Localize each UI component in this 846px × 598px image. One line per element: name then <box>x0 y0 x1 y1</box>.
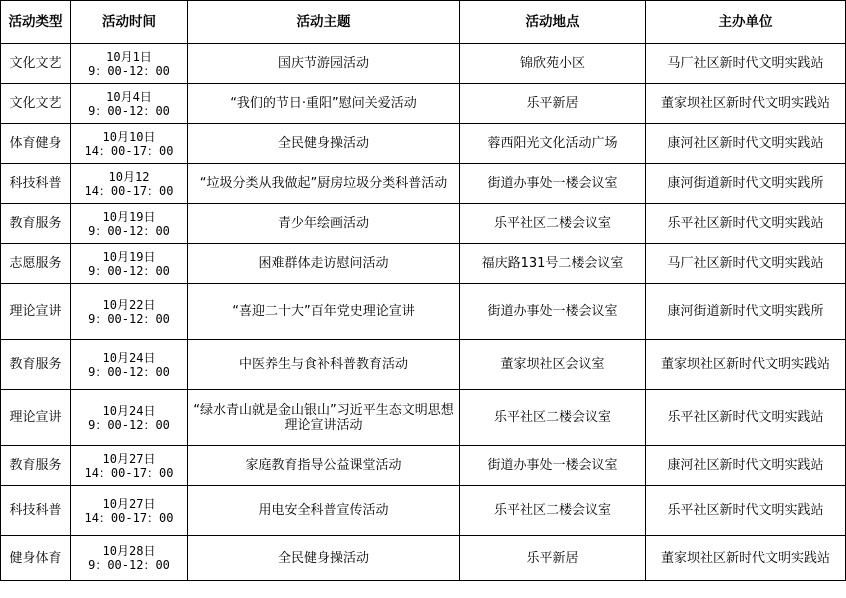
activity-theme-cell: “绿水青山就是金山银山”习近平生态文明思想理论宣讲活动 <box>188 390 460 446</box>
activity-theme-cell: 困难群体走访慰问活动 <box>188 244 460 284</box>
activity-theme-cell: “喜迎二十大”百年党史理论宣讲 <box>188 284 460 340</box>
activity-org-cell: 董家坝社区新时代文明实践站 <box>646 536 846 581</box>
table-row <box>1 44 846 84</box>
activity-date: 10月28日 <box>102 544 156 558</box>
activity-date: 10月27日 <box>102 496 156 511</box>
activity-place-cell: 乐平新居 <box>460 536 646 581</box>
activity-theme-cell: 青少年绘画活动 <box>188 204 460 244</box>
activity-place-cell: 乐平社区二楼会议室 <box>460 486 646 536</box>
table-row <box>1 204 846 244</box>
activity-type-cell: 教育服务 <box>1 204 71 244</box>
activity-org-cell: 董家坝社区新时代文明实践站 <box>646 340 846 390</box>
activity-theme-cell: 家庭教育指导公益课堂活动 <box>188 446 460 486</box>
table-row <box>1 284 846 340</box>
activity-time-cell <box>71 390 188 446</box>
activity-date: 10月19日 <box>102 249 156 264</box>
activity-date: 10月24日 <box>102 350 156 365</box>
table-row <box>1 390 846 446</box>
activity-type-cell: 科技科普 <box>1 164 71 204</box>
activity-type-cell: 理论宣讲 <box>1 284 71 340</box>
header-time: 活动时间 <box>71 1 188 44</box>
header-place: 活动地点 <box>460 1 646 44</box>
activity-date: 10月10日 <box>102 129 156 144</box>
activity-hours: 14：00-17：00 <box>84 465 174 480</box>
activity-org-cell: 康河街道新时代文明实践所 <box>646 164 846 204</box>
activity-time-cell <box>71 284 188 340</box>
activity-type-cell: 文化文艺 <box>1 44 71 84</box>
activity-org-cell: 乐平社区新时代文明实践站 <box>646 390 846 446</box>
activity-hours: 9：00-12：00 <box>88 311 170 326</box>
activity-date: 10月22日 <box>102 297 156 312</box>
activity-type-cell: 教育服务 <box>1 340 71 390</box>
activity-hours: 9：00-12：00 <box>88 364 170 379</box>
activity-hours: 9：00-12：00 <box>88 417 170 432</box>
activity-type-cell: 科技科普 <box>1 486 71 536</box>
table-row <box>1 124 846 164</box>
activity-hours: 14：00-17：00 <box>84 183 174 198</box>
activity-type-cell: 健身体育 <box>1 536 71 581</box>
activity-hours: 9：00-12：00 <box>88 63 170 78</box>
table-row <box>1 446 846 486</box>
activity-type-cell: 文化文艺 <box>1 84 71 124</box>
activity-time-cell <box>71 486 188 536</box>
activity-org-cell: 康河街道新时代文明实践所 <box>646 284 846 340</box>
activity-place-cell: 乐平新居 <box>460 84 646 124</box>
activity-hours: 14：00-17：00 <box>84 510 174 525</box>
activity-hours: 14：00-17：00 <box>84 143 174 158</box>
activity-place-cell: 董家坝社区会议室 <box>460 340 646 390</box>
activity-hours: 9：00-12：00 <box>88 103 170 118</box>
activity-time-cell <box>71 536 188 581</box>
activity-place-cell: 街道办事处一楼会议室 <box>460 446 646 486</box>
activity-time-cell <box>71 124 188 164</box>
activity-theme-cell: 全民健身操活动 <box>188 536 460 581</box>
activity-org-cell: 马厂社区新时代文明实践站 <box>646 44 846 84</box>
activity-place-cell: 街道办事处一楼会议室 <box>460 284 646 340</box>
activity-time-cell <box>71 340 188 390</box>
activity-date: 10月19日 <box>102 209 156 224</box>
table-row <box>1 536 846 581</box>
activity-org-cell: 马厂社区新时代文明实践站 <box>646 244 846 284</box>
header-type: 活动类型 <box>1 1 71 44</box>
activity-place-cell: 锦欣苑小区 <box>460 44 646 84</box>
activity-theme-cell: “我们的节日·重阳”慰问关爱活动 <box>188 84 460 124</box>
activity-place-cell: 福庆路131号二楼会议室 <box>460 244 646 284</box>
activity-org-cell: 康河社区新时代文明实践站 <box>646 124 846 164</box>
activity-hours: 9：00-12：00 <box>88 263 170 278</box>
table-row <box>1 244 846 284</box>
table-row <box>1 84 846 124</box>
activity-org-cell: 董家坝社区新时代文明实践站 <box>646 84 846 124</box>
activity-theme-cell: 国庆节游园活动 <box>188 44 460 84</box>
activity-org-cell: 乐平社区新时代文明实践站 <box>646 486 846 536</box>
table-row <box>1 340 846 390</box>
activity-type-cell: 教育服务 <box>1 446 71 486</box>
activity-theme-cell: 全民健身操活动 <box>188 124 460 164</box>
header-row <box>1 1 846 44</box>
activity-date: 10月12 <box>108 169 150 184</box>
activity-place-cell: 街道办事处一楼会议室 <box>460 164 646 204</box>
activity-time-cell <box>71 44 188 84</box>
activity-theme-cell: 用电安全科普宣传活动 <box>188 486 460 536</box>
activity-date: 10月4日 <box>106 89 152 104</box>
activity-time-cell <box>71 204 188 244</box>
activity-type-cell: 体育健身 <box>1 124 71 164</box>
activity-time-cell <box>71 446 188 486</box>
activity-place-cell: 蓉西阳光文化活动广场 <box>460 124 646 164</box>
activity-org-cell: 康河社区新时代文明实践站 <box>646 446 846 486</box>
activity-date: 10月1日 <box>106 49 152 64</box>
activity-date: 10月27日 <box>102 451 156 466</box>
activity-time-cell <box>71 164 188 204</box>
activity-place-cell: 乐平社区二楼会议室 <box>460 204 646 244</box>
activity-theme-cell: 中医养生与食补科普教育活动 <box>188 340 460 390</box>
activity-time-cell <box>71 244 188 284</box>
header-org: 主办单位 <box>646 1 846 44</box>
table-row <box>1 164 846 204</box>
activity-type-cell: 理论宣讲 <box>1 390 71 446</box>
activity-hours: 9：00-12：00 <box>88 223 170 238</box>
table-row <box>1 486 846 536</box>
activity-type-cell: 志愿服务 <box>1 244 71 284</box>
activity-theme-cell: “垃圾分类从我做起”厨房垃圾分类科普活动 <box>188 164 460 204</box>
activity-time-cell <box>71 84 188 124</box>
header-theme: 活动主题 <box>188 1 460 44</box>
activity-place-cell: 乐平社区二楼会议室 <box>460 390 646 446</box>
activity-hours: 9：00-12：00 <box>88 558 170 572</box>
activity-date: 10月24日 <box>102 403 156 418</box>
activity-org-cell: 乐平社区新时代文明实践站 <box>646 204 846 244</box>
